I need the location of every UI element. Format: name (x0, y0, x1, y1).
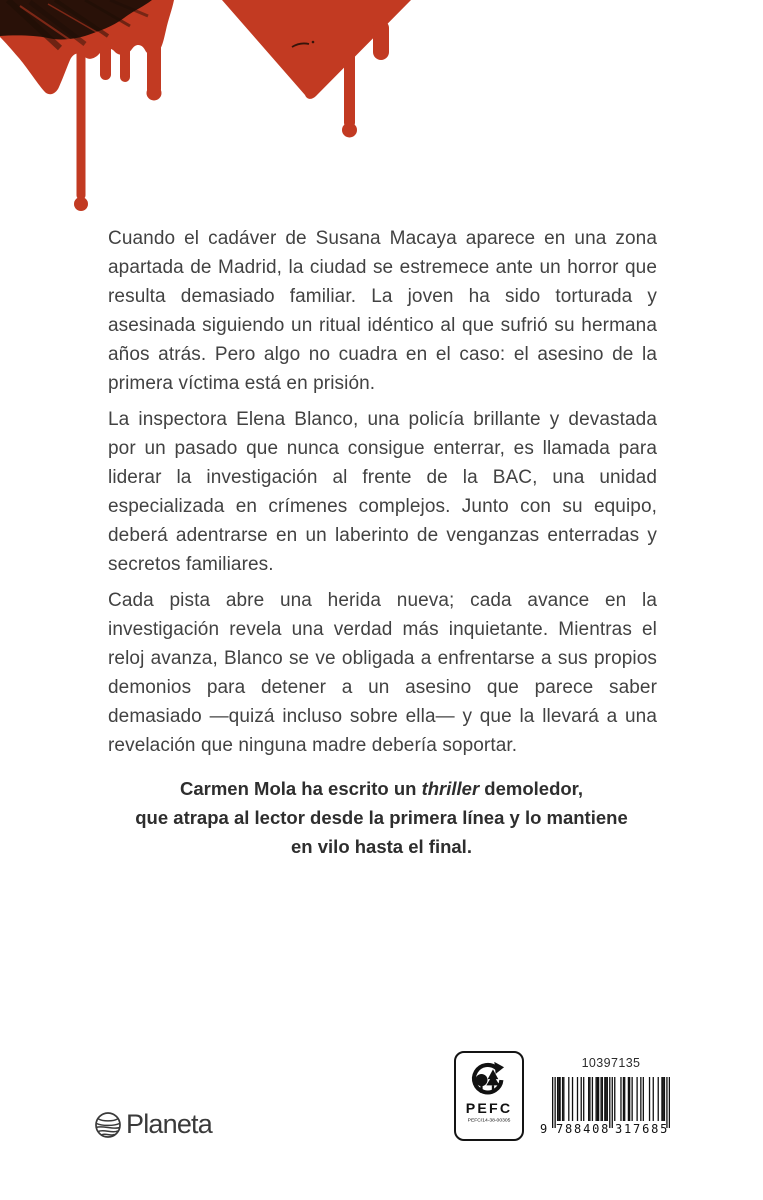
isbn-digits-right: 317685 (615, 1122, 670, 1136)
quote-line-1-italic: thriller (421, 778, 480, 799)
synopsis-paragraph-1: Cuando el cadáver de Susana Macaya aparece en una zona apartada de Madrid, la ciudad se estremece ante un horror que resulta demasiado familiar. La joven ha sido torturada y asesinada siguiendo un ritual idéntico al que sufrió su hermana años atrás. Pero algo no cuadra en el caso: el asesino de la primera víctima está en prisión. (108, 228, 657, 394)
pefc-trees-arrow-icon (474, 1062, 504, 1093)
review-quote (0, 774, 763, 861)
barcode-block (540, 1056, 676, 1140)
product-code: 10397135 (581, 1056, 641, 1070)
synopsis-paragraph-3: Cada pista abre una herida nueva; cada avance en la investigación revela una verdad más inquietante. Mientras el reloj avanza, Blanco se ve obligada a enfrentarse a sus propios demonios para detener a un asesino que parece saber demasiado —quizá incluso sobre ella— y que la llevará a una revelación que ninguna madre debería soportar. (108, 590, 657, 756)
publisher-name: Planeta (126, 1109, 212, 1139)
planeta-globe-icon (94, 1111, 122, 1139)
quote-line-1-post: demoledor, (479, 778, 583, 799)
isbn-digits-left: 788408 (556, 1122, 611, 1136)
ean13-barcode (552, 1077, 670, 1128)
pefc-logo (458, 1056, 520, 1136)
isbn-first-digit: 9 (540, 1122, 548, 1136)
synopsis-paragraph-2: La inspectora Elena Blanco, una policía brillante y devastada por un pasado que nunca consigue enterrar, es llamada para liderar la investigación al frente de la BAC, una unidad especializada en crímenes complejos. Junto con su equipo, deberá adentrarse en un laberinto de venganzas enterradas y secretos familiares. (108, 409, 657, 575)
publisher-logo (94, 1109, 212, 1140)
right-blood-splatter (222, 0, 411, 138)
synopsis (108, 224, 657, 767)
blood-drip-artwork (0, 0, 763, 240)
quote-line-2: que atrapa al lector desde la primera línea y lo mantiene (135, 807, 628, 828)
pefc-certification-badge (454, 1051, 524, 1141)
pefc-certificate-code: PEFC/14-38-00305 (467, 1118, 511, 1124)
quote-line-3: en vilo hasta el final. (291, 836, 472, 857)
quote-line-1 (0, 774, 763, 803)
quote-line-1-pre: Carmen Mola ha escrito un (180, 778, 422, 799)
pefc-label: PEFC (465, 1100, 513, 1117)
